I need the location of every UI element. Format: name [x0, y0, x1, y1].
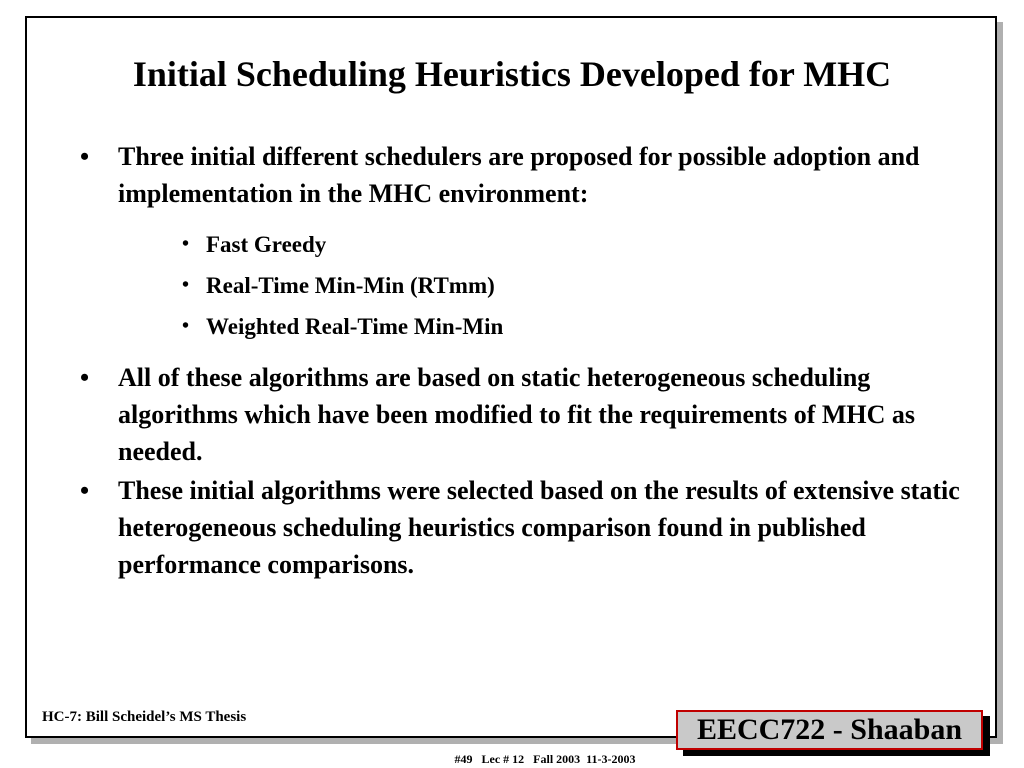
slide-number-footer: #49 Lec # 12 Fall 2003 11-3-2003: [454, 752, 636, 766]
bullet-item: [80, 359, 980, 470]
course-badge-text: EECC722 - Shaaban: [696, 713, 963, 746]
bullet-icon: •: [80, 142, 90, 171]
sub-bullet-icon: •: [182, 315, 190, 337]
bullet-icon: •: [80, 363, 90, 392]
sub-bullet-icon: •: [182, 233, 190, 255]
slide-title: Initial Scheduling Heuristics Developed for MHC: [132, 54, 892, 94]
bullet-item: [80, 138, 980, 347]
sub-bullet-list: [182, 224, 980, 347]
bullet-icon: •: [80, 476, 90, 505]
course-badge: [676, 710, 983, 750]
sub-bullet-icon: •: [182, 274, 190, 296]
sub-bullet-item: [182, 265, 980, 306]
sub-bullet-text: Real-Time Min-Min (RTmm): [206, 273, 495, 298]
bullet-text: Three initial different schedulers are proposed for possible adoption and implementation in the MHC environment:: [118, 142, 920, 208]
bullet-item: [80, 472, 980, 583]
bullet-text: These initial algorithms were selected based on the results of extensive static heterogeneous scheduling heuristics comparison found in published performance comparisons.: [118, 476, 960, 579]
bullet-list: [80, 138, 980, 583]
sub-bullet-text: Fast Greedy: [206, 232, 327, 257]
footer-course-note: HC-7: Bill Scheidel’s MS Thesis: [42, 709, 247, 725]
bullet-text: All of these algorithms are based on static heterogeneous scheduling algorithms which have been modified to fit the requirements of MHC as needed.: [118, 363, 916, 466]
sub-bullet-item: [182, 306, 980, 347]
sub-bullet-item: [182, 224, 980, 265]
sub-bullet-text: Weighted Real-Time Min-Min: [206, 314, 504, 339]
